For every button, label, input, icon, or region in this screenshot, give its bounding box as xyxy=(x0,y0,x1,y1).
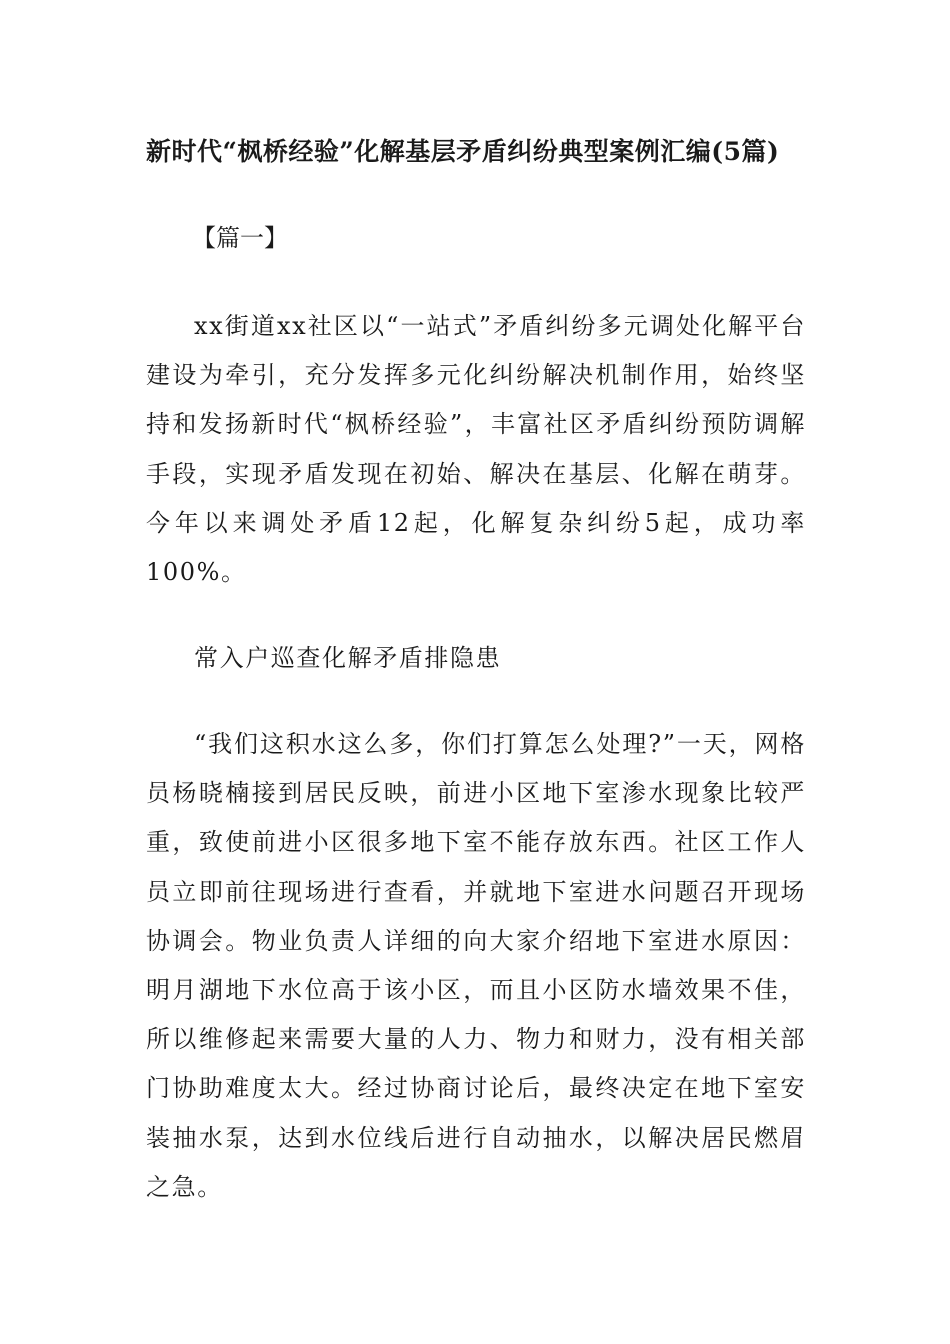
section-label: 【篇一】 xyxy=(192,224,288,252)
document-title: 新时代“枫桥经验”化解基层矛盾纠纷典型案例汇编(5篇) xyxy=(146,137,780,166)
body-paragraph-1: xx街道xx社区以“一站式”矛盾纠纷多元调处化解平台建设为牵引，充分发挥多元化纠纷解决机制作用，始终坚持和发扬新时代“枫桥经验”，丰富社区矛盾纠纷预防调解手段，实现矛盾发现在初始、解决在基层、化解在萌芽。今年以来调处矛盾12起，化解复杂纠纷5起，成功率100%。 xyxy=(146,312,806,587)
body-paragraph-2: “我们这积水这么多，你们打算怎么处理?”一天，网格员杨晓楠接到居民反映，前进小区地下室渗水现象比较严重，致使前进小区很多地下室不能存放东西。社区工作人员立即前往现场进行查看，并就地下室进水问题召开现场协调会。物业负责人详细的向大家介绍地下室进水原因：明月湖地下水位高于该小区，而且小区防水墙效果不佳，所以维修起来需要大量的人力、物力和财力，没有相关部门协助难度太大。经过协商讨论后，最终决定在地下室安装抽水泵，达到水位线后进行自动抽水，以解决居民燃眉之急。 xyxy=(146,730,806,1201)
section-subheading: 常入户巡查化解矛盾排隐患 xyxy=(194,644,502,672)
